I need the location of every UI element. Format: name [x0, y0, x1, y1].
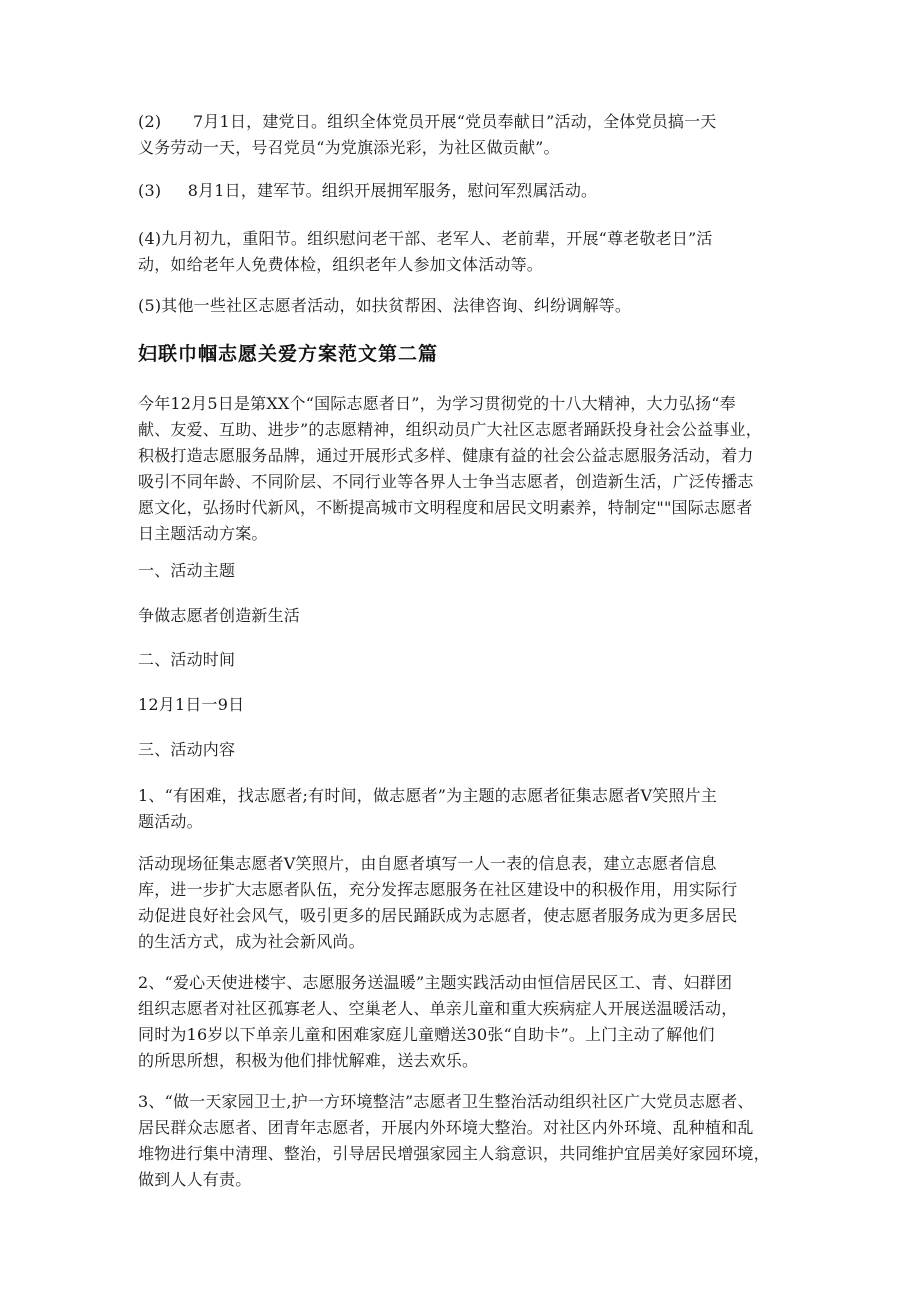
section-title: 妇联巾帼志愿关爱方案范文第二篇: [138, 343, 439, 365]
content-heading: 三、活动内容: [138, 740, 236, 759]
time-text: 12月1日一9日: [138, 695, 245, 714]
list-item-4: (4)九月初九，重阳节。组织慰问老干部、老军人、老前辈，开展“尊老敬老日”活 动，如给老年人免费体检，组织老年人参加文体活动等。: [138, 229, 713, 274]
content-item-1: 1、“有困难，找志愿者;有时间，做志愿者”为主题的志愿者征集志愿者V笑照片主 题活动。: [138, 786, 718, 831]
content-item-1-detail: 活动现场征集志愿者V笑照片，由自愿者填写一人一表的信息表，建立志愿者信息 库，进一步扩大志愿者队伍，充分发挥志愿服务在社区建设中的积极作用，用实际行 动促进良好社会风气，吸引更多的居民踊跃成为志愿者，使志愿者服务成为更多居民 的生活方式，成为社会新风尚。: [138, 854, 738, 951]
content-item-3: 3、“做一天家园卫士,护一方环境整洁”志愿者卫生整治活动组织社区广大党员志愿者、 居民群众志愿者、团青年志愿者，开展内外环境大整治。对社区内外环境、乱种植和乱 堆物进行集中清理、整治，引导居民增强家园主人翁意识，共同维护宜居美好家园环境， 做到人人有责。: [138, 1092, 770, 1189]
intro-paragraph: 今年12月5日是第XX个“国际志愿者日”，为学习贯彻党的十八大精神，大力弘扬“奉 献、友爱、互助、进步”的志愿精神，组织动员广大社区志愿者踊跃投身社会公益事业， 积极打造志愿服务品牌，通过开展形式多样、健康有益的社会公益志愿服务活动，着力 吸引不同年龄、不同阶层、不同行业等各界人士争当志愿者，创造新生活，广泛传播志 愿文化，弘扬时代新风，不断提高城市文明程度和居民文明素养，特制定""国际志愿者 日主题活动方案。: [138, 394, 762, 543]
theme-text: 争做志愿者创造新生活: [138, 606, 301, 625]
list-item-2: (2) 7月1日，建党日。组织全体党员开展“党员奉献日”活动，全体党员搞一天 义务劳动一天，号召党员“为党旗添光彩，为社区做贡献”。: [138, 112, 717, 157]
theme-heading: 一、活动主题: [138, 561, 236, 580]
list-item-3: (3) 8月1日，建军节。组织开展拥军服务，慰问军烈属活动。: [138, 181, 598, 200]
content-item-2: 2、“爱心天使进楼宇、志愿服务送温暖”主题实践活动由恒信居民区工、青、妇群团 组织志愿者对社区孤寡老人、空巢老人、单亲儿童和重大疾病症人开展送温暖活动， 同时为16岁以下单亲儿童和困难家庭儿童赠送30张“自助卡”。上门主动了解他们 的所思所想，积极为他们排忧解难，送去欢乐。: [138, 973, 738, 1070]
time-heading: 二、活动时间: [138, 650, 236, 669]
list-item-5: (5)其他一些社区志愿者活动，如扶贫帮困、法律咨询、纠纷调解等。: [138, 296, 632, 315]
